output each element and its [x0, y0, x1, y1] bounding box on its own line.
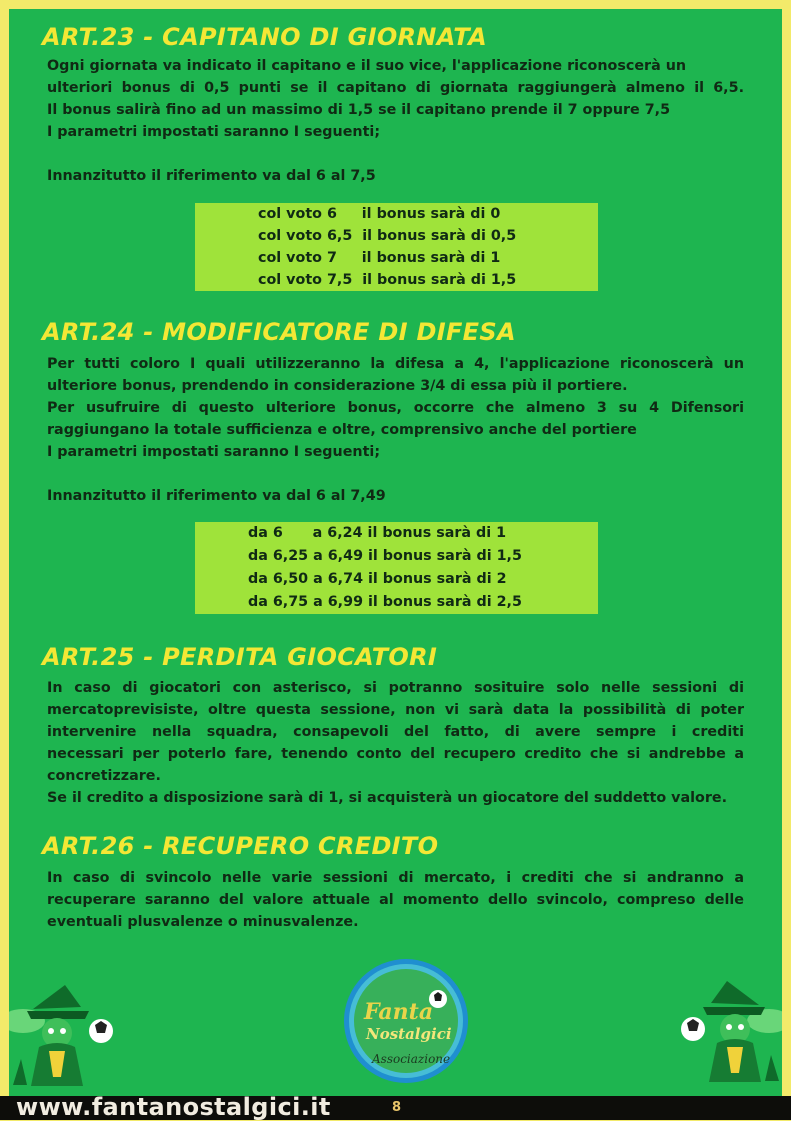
logo-text-fanta: Fanta	[364, 999, 434, 1025]
art24-title: ART.24 - MODIFICATORE DI DIFESA	[42, 318, 516, 346]
page-number: 8	[392, 1100, 402, 1115]
art24-table-row-3: da 6,50 a 6,74 il bonus sarà di 2	[248, 571, 507, 587]
art24-bonus-table	[195, 522, 598, 614]
art25-line-5: concretizzare.	[47, 768, 161, 784]
art24-line-3: Per usufruire di questo ulteriore bonus, occorre che almeno 3 su 4 Difensori	[47, 400, 744, 416]
art23-line-4: I parametri impostati saranno I seguenti;	[47, 124, 381, 140]
art23-line-2: ulteriori bonus di 0,5 punti se il capitano di giornata raggiungerà almeno il 6,5.	[47, 80, 744, 96]
art23-line-5: Innanzitutto il riferimento va dal 6 al 7,5	[47, 168, 376, 184]
fantanostalgici-logo-icon	[342, 957, 470, 1085]
art25-body	[47, 677, 744, 809]
art26-line-3: eventuali plusvalenze o minusvalenze.	[47, 914, 359, 930]
art25-title: ART.25 - PERDITA GIOCATORI	[42, 643, 438, 671]
art23-line-3: Il bonus salirà fino ad un massimo di 1,5 se il capitano prende il 7 oppure 7,5	[47, 102, 671, 118]
footer	[0, 1093, 791, 1121]
art24-line-2: ulteriore bonus, prendendo in considerazione 3/4 di essa più il portiere.	[47, 378, 628, 394]
art26-line-2: recuperare saranno del valore attuale al momento dello svincolo, compreso delle	[47, 892, 744, 908]
art24-line-1: Per tutti coloro I quali utilizzeranno la difesa a 4, l'applicazione riconoscerà un	[47, 356, 744, 372]
logo-text-assoc: Associazione	[372, 1052, 451, 1066]
mascot-right-icon	[671, 977, 782, 1082]
art23-bonus-table	[195, 203, 598, 291]
art23-table-row-4: col voto 7,5 il bonus sarà di 1,5	[258, 272, 517, 288]
art25-line-4: necessari per poterlo fare, tenendo conto del recupero credito che si andrebbe a	[47, 746, 744, 762]
art23-title: ART.23 - CAPITANO DI GIORNATA	[42, 23, 487, 51]
art26-body	[47, 867, 744, 933]
page	[9, 9, 782, 1096]
art24-body	[47, 353, 744, 507]
art26-line-1: In caso di svincolo nelle varie sessioni di mercato, i crediti che si andranno a	[47, 870, 744, 886]
art25-line-3: intervenire nella squadra, consapevoli del fatto, di avere sempre i crediti	[47, 724, 744, 740]
art24-line-5: I parametri impostati saranno I seguenti;	[47, 444, 381, 460]
art23-table-row-3: col voto 7 il bonus sarà di 1	[258, 250, 501, 266]
art23-table-row-1: col voto 6 il bonus sarà di 0	[258, 206, 501, 222]
art24-table-row-4: da 6,75 a 6,99 il bonus sarà di 2,5	[248, 594, 522, 610]
mascot-left-icon	[9, 981, 121, 1086]
logo-text-nostalgici: Nostalgici	[366, 1025, 452, 1043]
art24-table-row-2: da 6,25 a 6,49 il bonus sarà di 1,5	[248, 548, 522, 564]
art24-line-6: Innanzitutto il riferimento va dal 6 al 7,49	[47, 488, 386, 504]
art23-body	[47, 55, 744, 187]
footer-website-link[interactable]: www.fantanostalgici.it	[16, 1093, 331, 1121]
art23-line-1: Ogni giornata va indicato il capitano e il suo vice, l'applicazione riconoscerà un	[47, 58, 687, 74]
art25-line-2: mercatoprevisiste, oltre questa sessione, non vi sarà data la possibilità di poter	[47, 702, 744, 718]
art24-line-4: raggiungano la totale sufficienza e oltre, comprensivo anche del portiere	[47, 422, 637, 438]
art25-line-1: In caso di giocatori con asterisco, si potranno sosituire solo nelle sessioni di	[47, 680, 744, 696]
art23-table-row-2: col voto 6,5 il bonus sarà di 0,5	[258, 228, 517, 244]
art24-table-row-1: da 6 a 6,24 il bonus sarà di 1	[248, 525, 507, 541]
art26-title: ART.26 - RECUPERO CREDITO	[42, 832, 439, 860]
art25-line-6: Se il credito a disposizione sarà di 1, si acquisterà un giocatore del suddetto valore.	[47, 790, 728, 806]
